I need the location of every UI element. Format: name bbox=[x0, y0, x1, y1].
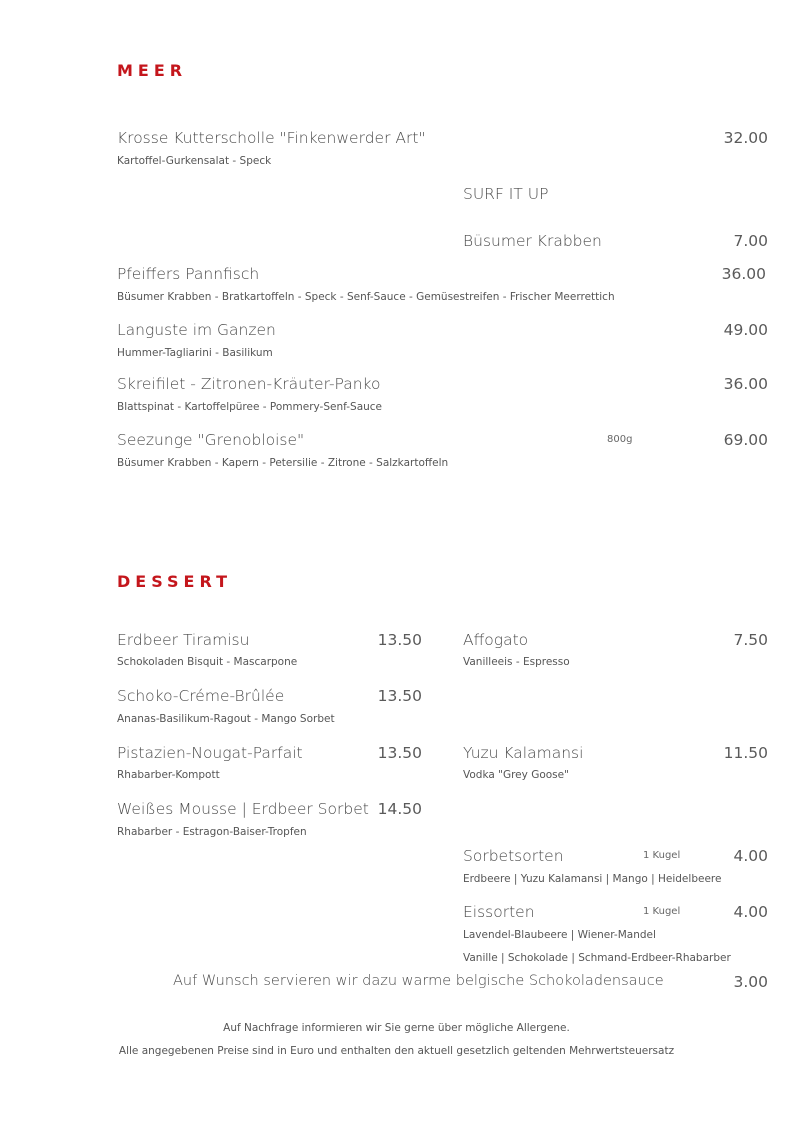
dish-description: Büsumer Krabben - Bratkartoffeln - Speck - Senf-Sauce - Gemüsestreifen - Frischer Meerrettich bbox=[117, 291, 615, 303]
eis-flavors-2: Vanille | Schokolade | Schmand-Erdbeer-Rhabarber bbox=[463, 952, 731, 964]
dish-price: 69.00 bbox=[723, 431, 768, 449]
section-title-dessert: DESSERT bbox=[117, 572, 232, 591]
dish-name: Skreifilet - Zitronen-Kräuter-Panko bbox=[117, 375, 381, 393]
dessert-price: 13.50 bbox=[377, 631, 422, 649]
eis-price: 4.00 bbox=[733, 903, 768, 921]
sorbet-price: 4.00 bbox=[733, 847, 768, 865]
eis-unit: 1 Kugel bbox=[643, 906, 681, 917]
dish-description: Büsumer Krabben - Kapern - Petersilie - Zitrone - Salzkartoffeln bbox=[117, 457, 449, 469]
dessert-price: 11.50 bbox=[723, 744, 768, 762]
dish-price: 49.00 bbox=[723, 321, 768, 339]
sauce-note: Auf Wunsch servieren wir dazu warme belgische Schokoladensauce bbox=[173, 973, 664, 989]
sorbet-flavors: Erdbeere | Yuzu Kalamansi | Mango | Heidelbeere bbox=[463, 873, 722, 885]
dessert-description: Vodka "Grey Goose" bbox=[463, 769, 569, 781]
dessert-description: Ananas-Basilikum-Ragout - Mango Sorbet bbox=[117, 713, 335, 725]
section-title-meer: MEER bbox=[117, 61, 188, 80]
dish-price: 36.00 bbox=[721, 265, 766, 283]
dessert-name: Yuzu Kalamansi bbox=[463, 744, 584, 762]
dish-name: Languste im Ganzen bbox=[117, 321, 276, 339]
dessert-name: Weißes Mousse | Erdbeer Sorbet bbox=[117, 800, 369, 818]
dessert-description: Vanilleeis - Espresso bbox=[463, 656, 570, 668]
eis-name: Eissorten bbox=[463, 903, 535, 921]
sorbet-unit: 1 Kugel bbox=[643, 850, 681, 861]
surf-item-name: Büsumer Krabben bbox=[463, 232, 602, 250]
footer-allergen-note: Auf Nachfrage informieren wir Sie gerne über mögliche Allergene. bbox=[223, 1022, 570, 1034]
dessert-price: 13.50 bbox=[377, 687, 422, 705]
surf-heading: SURF IT UP bbox=[463, 185, 549, 203]
surf-item-price: 7.00 bbox=[733, 232, 768, 250]
footer-price-note: Alle angegebenen Preise sind in Euro und enthalten den aktuell gesetzlich geltenden Mehrwertsteuersatz bbox=[118, 1045, 675, 1057]
dish-description: Hummer-Tagliarini - Basilikum bbox=[117, 347, 273, 359]
dish-name: Seezunge "Grenobloise" bbox=[117, 431, 305, 449]
dessert-description: Rhabarber - Estragon-Baiser-Tropfen bbox=[117, 826, 307, 838]
dish-name: Pfeiffers Pannfisch bbox=[117, 265, 260, 283]
dessert-name: Affogato bbox=[463, 631, 529, 649]
dessert-name: Erdbeer Tiramisu bbox=[117, 631, 250, 649]
dish-description: Kartoffel-Gurkensalat - Speck bbox=[117, 155, 272, 167]
dish-weight: 800g bbox=[607, 434, 633, 445]
dish-name: Krosse Kutterscholle "Finkenwerder Art" bbox=[117, 129, 426, 147]
dish-price: 36.00 bbox=[723, 375, 768, 393]
dessert-description: Rhabarber-Kompott bbox=[117, 769, 220, 781]
dish-description: Blattspinat - Kartoffelpüree - Pommery-Senf-Sauce bbox=[117, 401, 383, 413]
sorbet-name: Sorbetsorten bbox=[463, 847, 564, 865]
dessert-price: 7.50 bbox=[733, 631, 768, 649]
sauce-price: 3.00 bbox=[733, 973, 768, 991]
dessert-description: Schokoladen Bisquit - Mascarpone bbox=[117, 656, 298, 668]
dish-price: 32.00 bbox=[723, 129, 768, 147]
dessert-name: Schoko-Créme-Brûlée bbox=[117, 687, 285, 705]
dessert-name: Pistazien-Nougat-Parfait bbox=[117, 744, 303, 762]
eis-flavors-1: Lavendel-Blaubeere | Wiener-Mandel bbox=[463, 929, 656, 941]
dessert-price: 13.50 bbox=[377, 744, 422, 762]
dessert-price: 14.50 bbox=[377, 800, 422, 818]
